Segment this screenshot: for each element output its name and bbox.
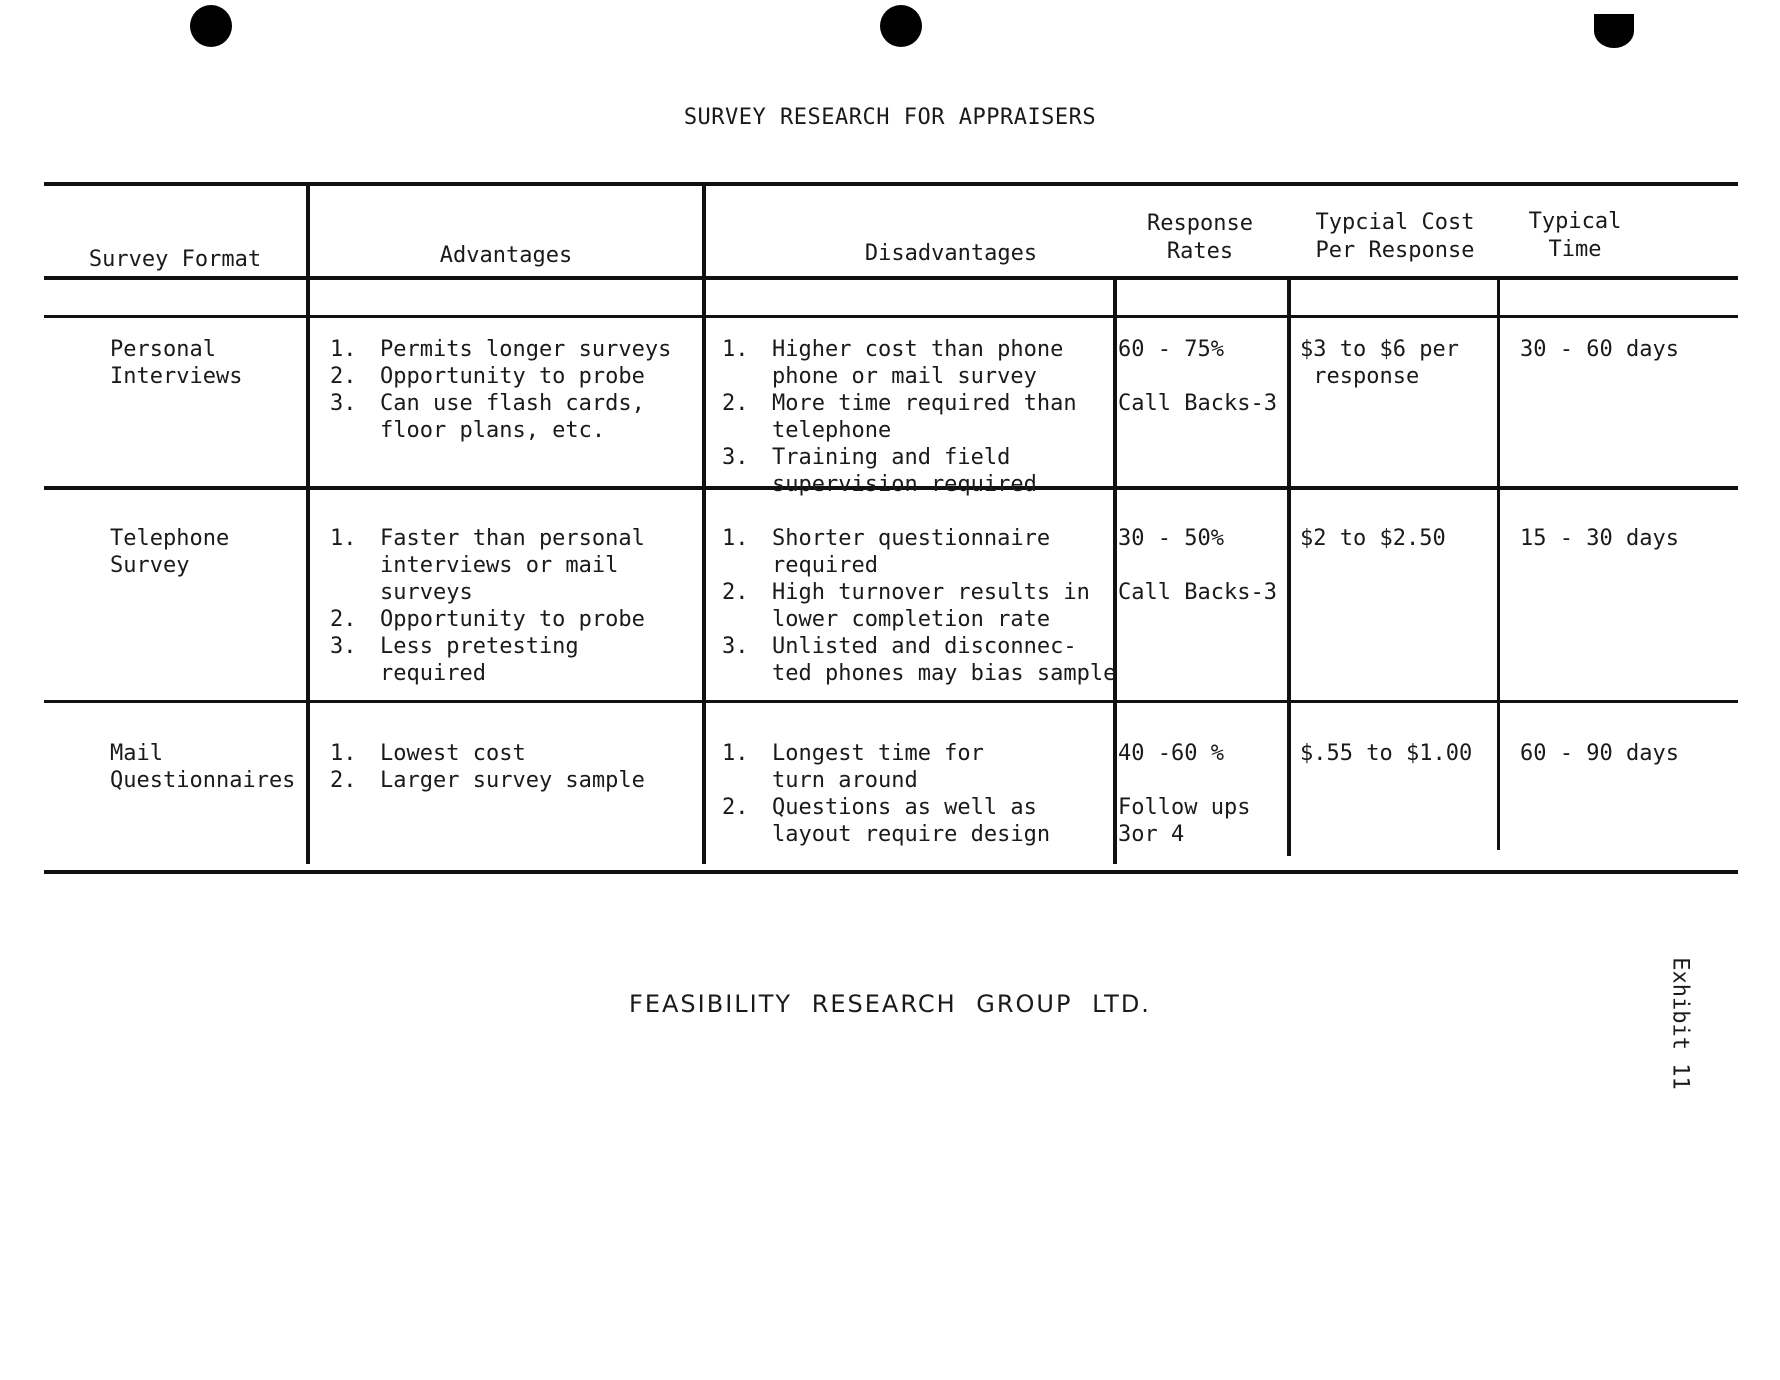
row-3-time — [1520, 740, 1679, 767]
list-item-number: 2. — [722, 391, 749, 416]
row-1-advantages — [330, 336, 671, 444]
list-item-text — [380, 606, 645, 633]
cost-line: $.55 to $1.00 — [1300, 741, 1473, 766]
col-divider-1 — [306, 184, 310, 864]
header-typical-time-line1: Typical — [1528, 209, 1622, 234]
list-item-number: 1. — [722, 337, 749, 362]
list-item-text — [380, 336, 671, 363]
list-item-line: Shorter questionnaire — [772, 526, 1051, 551]
row-3-disadvantages — [722, 740, 1050, 848]
col-divider-4 — [1287, 276, 1291, 856]
advantages-list-item — [330, 633, 645, 687]
list-item-line: Permits longer surveys — [380, 337, 672, 362]
cost-line: $2 to $2.50 — [1300, 526, 1446, 551]
row-2-disadvantages — [722, 525, 1116, 687]
list-item-line: supervision required — [772, 472, 1037, 497]
header-disadvantages: Disadvantages — [864, 241, 1038, 266]
row-2-cost — [1300, 525, 1446, 552]
list-item-text — [380, 525, 645, 606]
advantages-list-item — [330, 606, 645, 633]
cost-line: $3 to $6 per — [1300, 337, 1459, 362]
list-item-line: Higher cost than phone — [772, 337, 1064, 362]
header-response-rates-line1: Response — [1147, 211, 1253, 236]
row-3-survey-format — [110, 740, 295, 794]
list-item-text — [380, 633, 579, 687]
advantages-list-item — [330, 363, 671, 390]
survey-format-line: Telephone — [110, 526, 230, 551]
table-top-rule — [44, 182, 1738, 186]
survey-format-line: Interviews — [110, 364, 243, 389]
col-divider-2 — [702, 184, 706, 864]
list-item-line: floor plans, etc. — [380, 418, 606, 443]
list-item-line: Less pretesting — [380, 634, 579, 659]
header-bottom-rule — [44, 276, 1738, 280]
spacer-bottom-rule — [44, 315, 1738, 318]
response-rates-line: Call Backs-3 — [1118, 580, 1277, 605]
list-item-text — [772, 444, 1037, 498]
disadvantages-list-item — [722, 794, 1050, 848]
list-item-text — [380, 363, 645, 390]
list-item-line: More time required than — [772, 391, 1077, 416]
list-item-text — [772, 525, 1050, 579]
list-item-text — [772, 390, 1077, 444]
list-item-number: 2. — [722, 580, 749, 605]
time-line: 30 - 60 days — [1520, 337, 1679, 362]
row-2-time — [1520, 525, 1679, 552]
response-rates-line — [1118, 363, 1277, 390]
header-typical-time — [1500, 208, 1650, 264]
list-item-line: Training and field — [772, 445, 1011, 470]
row-1-survey-format — [110, 336, 242, 390]
row-1-time — [1520, 336, 1679, 363]
row-1-response-rates — [1118, 336, 1277, 417]
header-advantages: Advantages — [439, 243, 573, 268]
survey-format-line: Survey — [110, 553, 190, 578]
disadvantages-list-item — [722, 336, 1077, 390]
row-2-advantages — [330, 525, 645, 687]
response-rates-line: Follow ups — [1118, 795, 1251, 820]
response-rates-line: 3or 4 — [1118, 822, 1185, 847]
list-item-line: Unlisted and disconnec- — [772, 634, 1077, 659]
disadvantages-list-item — [722, 525, 1116, 579]
footer-company-name: FEASIBILITY RESEARCH GROUP LTD. — [629, 990, 1151, 1018]
list-item-line: layout require design — [772, 822, 1051, 847]
table-bottom-rule — [44, 870, 1738, 874]
row-1-cost — [1300, 336, 1459, 390]
list-item-number: 1. — [330, 337, 357, 362]
list-item-number: 3. — [722, 445, 749, 470]
punch-hole-left — [190, 5, 232, 47]
response-rates-line — [1118, 552, 1277, 579]
document-title: SURVEY RESEARCH FOR APPRAISERS — [683, 105, 1097, 130]
list-item-number: 1. — [330, 741, 357, 766]
row-2-response-rates — [1118, 525, 1277, 606]
row-3-advantages — [330, 740, 645, 794]
advantages-list-item — [330, 767, 645, 794]
header-typical-time-line2: Time — [1548, 237, 1602, 262]
disadvantages-list-item — [722, 740, 1050, 794]
response-rates-line — [1118, 767, 1250, 794]
cost-line: response — [1300, 364, 1420, 389]
header-typical-cost-line2: Per Response — [1315, 238, 1475, 263]
list-item-number: 3. — [330, 391, 357, 416]
list-item-text — [772, 740, 984, 794]
advantages-list-item — [330, 336, 671, 363]
response-rates-line: Call Backs-3 — [1118, 391, 1277, 416]
list-item-line: interviews or mail — [380, 553, 619, 578]
list-item-line: Longest time for — [772, 741, 984, 766]
time-line: 60 - 90 days — [1520, 741, 1679, 766]
survey-format-line: Personal — [110, 337, 216, 362]
list-item-text — [380, 767, 645, 794]
header-typical-cost-line1: Typcial Cost — [1315, 210, 1475, 235]
list-item-number: 2. — [330, 768, 357, 793]
list-item-line: Opportunity to probe — [380, 364, 645, 389]
header-response-rates-line2: Rates — [1166, 239, 1234, 264]
exhibit-label: Exhibit 11 — [1667, 957, 1693, 1090]
list-item-text — [772, 794, 1050, 848]
row-3-cost — [1300, 740, 1472, 767]
list-item-line: required — [380, 661, 486, 686]
list-item-number: 2. — [330, 607, 357, 632]
time-line: 15 - 30 days — [1520, 526, 1679, 551]
list-item-line: phone or mail survey — [772, 364, 1037, 389]
list-item-number: 2. — [330, 364, 357, 389]
list-item-line: telephone — [772, 418, 892, 443]
list-item-line: Can use flash cards, — [380, 391, 645, 416]
list-item-line: High turnover results in — [772, 580, 1090, 605]
row-1-disadvantages — [722, 336, 1077, 498]
list-item-line: ted phones may bias sample — [772, 661, 1117, 686]
row-3-response-rates — [1118, 740, 1250, 848]
punch-hole-center — [880, 5, 922, 47]
advantages-list-item — [330, 525, 645, 606]
list-item-line: Opportunity to probe — [380, 607, 645, 632]
row2-bottom-rule — [44, 700, 1738, 703]
list-item-number: 1. — [330, 526, 357, 551]
list-item-number: 3. — [330, 634, 357, 659]
list-item-number: 3. — [722, 634, 749, 659]
disadvantages-list-item — [722, 444, 1077, 498]
advantages-list-item — [330, 390, 671, 444]
header-response-rates — [1110, 210, 1290, 266]
response-rates-line: 60 - 75% — [1118, 337, 1224, 362]
survey-format-line: Questionnaires — [110, 768, 296, 793]
row-2-survey-format — [110, 525, 229, 579]
disadvantages-list-item — [722, 390, 1077, 444]
list-item-line: lower completion rate — [772, 607, 1051, 632]
list-item-text — [772, 336, 1063, 390]
list-item-text — [772, 633, 1116, 687]
punch-hole-right — [1594, 14, 1634, 48]
list-item-text — [772, 579, 1090, 633]
survey-format-line: Mail — [110, 741, 163, 766]
disadvantages-list-item — [722, 579, 1116, 633]
list-item-line: Faster than personal — [380, 526, 645, 551]
response-rates-line: 40 -60 % — [1118, 741, 1224, 766]
list-item-line: Lowest cost — [380, 741, 526, 766]
list-item-text — [380, 390, 645, 444]
list-item-text — [380, 740, 526, 767]
list-item-line: required — [772, 553, 878, 578]
list-item-number: 2. — [722, 795, 749, 820]
list-item-line: turn around — [772, 768, 918, 793]
list-item-number: 1. — [722, 526, 749, 551]
disadvantages-list-item — [722, 633, 1116, 687]
list-item-line: Larger survey sample — [380, 768, 645, 793]
list-item-line: Questions as well as — [772, 795, 1037, 820]
header-survey-format: Survey Format — [88, 247, 262, 272]
header-typical-cost — [1290, 209, 1500, 265]
advantages-list-item — [330, 740, 645, 767]
response-rates-line: 30 - 50% — [1118, 526, 1224, 551]
list-item-number: 1. — [722, 741, 749, 766]
list-item-line: surveys — [380, 580, 473, 605]
col-divider-5 — [1497, 276, 1500, 850]
